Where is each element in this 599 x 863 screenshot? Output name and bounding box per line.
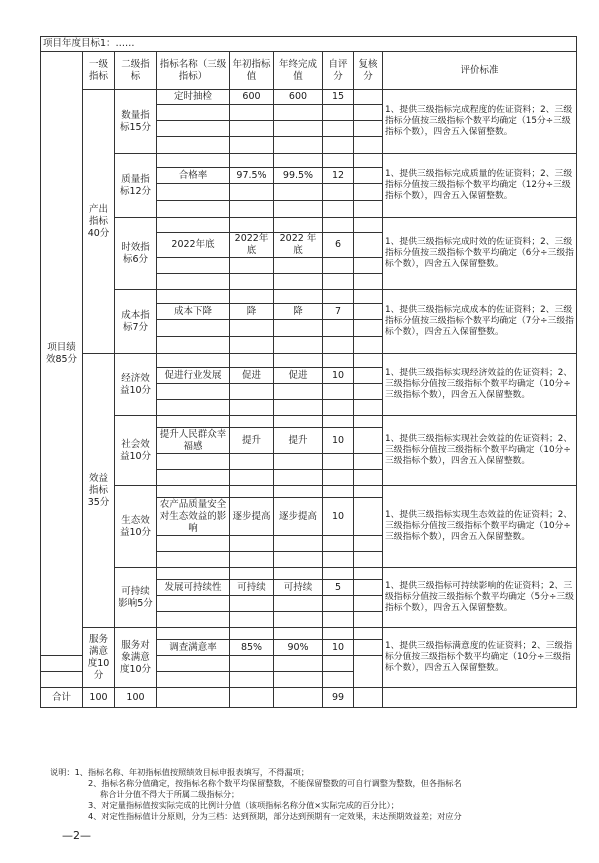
criteria-quantity: 1、提供三级指标完成程度的佐证资料；2、三级指标分值按三级指标个数平均确定（15分÷三级指标个数），四舍五入保留整数。: [383, 90, 577, 154]
l2-sustainable: 可持续影响5分: [115, 568, 157, 628]
end-value: 2022 年底: [274, 233, 323, 258]
self-score: 7: [323, 304, 354, 320]
review-score: [354, 233, 383, 258]
header-cell: 指标名称（三级指标）: [157, 52, 230, 90]
review-score: [354, 428, 383, 454]
l2-ecological: 生态效益10分: [115, 486, 157, 568]
start-value: 促进: [230, 368, 274, 384]
self-score: 10: [323, 498, 354, 536]
self-score: 6: [323, 233, 354, 258]
l2-target: 服务对象满意度10分: [115, 628, 157, 688]
self-score: 5: [323, 580, 354, 596]
review-score: [354, 580, 383, 596]
header-cell: 评价标准: [383, 52, 577, 90]
header-cell: 二级指标: [115, 52, 157, 90]
total-score: 99: [323, 688, 354, 708]
total-l1: 100: [83, 688, 115, 708]
self-score: 15: [323, 90, 354, 105]
end-value: 逐步提高: [274, 498, 323, 536]
l2-social: 社会效益10分: [115, 416, 157, 486]
start-value: 85%: [230, 640, 274, 656]
l3-name: 合格率: [157, 168, 230, 184]
criteria-sustainable: 1、提供三级指标可持续影响的佐证资料；2、三级指标分值按三级指标个数平均确定（5分÷三级指标个数），四舍五入保留整数。: [383, 568, 577, 628]
note-line: 称合计分值不得大于所属二级指标分；: [100, 789, 240, 799]
start-value: 2022年底: [230, 233, 274, 258]
header-cell: 一级指标: [83, 52, 115, 90]
start-value: 600: [230, 90, 274, 105]
total-label: 合计: [41, 688, 83, 708]
criteria-economic: 1、提供三级指标实现经济效益的佐证资料；2、三级指标分值按三级指标个数平均确定（10分÷三级指标个数），四舍五入保留整数。: [383, 354, 577, 416]
end-value: 降: [274, 304, 323, 320]
note-line: 4、对定性指标值计分原则，分为三档：达到预期，部分达到预期有一定效果，未达预期效益差；对应分: [88, 811, 462, 821]
page-number: —2—: [62, 829, 91, 842]
criteria-social: 1、提供三级指标实现社会效益的佐证资料；2、三级指标分值按三级指标个数平均确定（10分÷三级指标个数），四舍五入保留整数。: [383, 416, 577, 486]
l2-economic: 经济效益10分: [115, 354, 157, 416]
l2-quantity: 数量指标15分: [115, 90, 157, 154]
page-title: 项目年度目标1：……: [41, 37, 577, 52]
start-value: 逐步提高: [230, 498, 274, 536]
review-score: [354, 640, 383, 656]
l3-name: 农产品质量安全对生态效益的影响: [157, 498, 230, 536]
criteria-cost: 1、提供三级指标完成成本的佐证资料；2、三级指标分值按三级指标个数平均确定（7分÷三级指标个数），四舍五入保留整数。: [383, 290, 577, 354]
review-score: [354, 168, 383, 184]
end-value: 90%: [274, 640, 323, 656]
end-value: 99.5%: [274, 168, 323, 184]
self-score: 12: [323, 168, 354, 184]
self-score: 10: [323, 428, 354, 454]
note-line: 3、对定量指标值按实际完成的比例计分值（该项指标名称分值×实际完成的百分比）；: [88, 800, 399, 810]
l2-timeliness: 时效指标6分: [115, 218, 157, 290]
criteria-timeliness: 1、提供三级指标完成时效的佐证资料；2、三级指标分值按三级指标个数平均确定（6分÷三级指标个数），四舍五入保留整数。: [383, 218, 577, 290]
header-cell: 复核分: [354, 52, 383, 90]
l3-name: 调查满意率: [157, 640, 230, 656]
criteria-ecological: 1、提供三级指标实现生态效益的佐证资料；2、三级指标分值按三级指标个数平均确定（10分÷三级指标个数），四舍五入保留整数。: [383, 486, 577, 568]
l2-cost: 成本指标7分: [115, 290, 157, 354]
review-score: [354, 498, 383, 536]
l3-name: 提升人民群众幸福感: [157, 428, 230, 454]
project-cell: 项目绩效85分: [41, 52, 83, 656]
note-line: 说明：1、指标名称、年初指标值按照绩效目标申报表填写，不得漏项；: [50, 767, 310, 777]
total-l2: 100: [115, 688, 157, 708]
start-value: 可持续: [230, 580, 274, 596]
l1-satisfaction: 服务满意度10分: [83, 628, 115, 688]
header-cell: 年初指标值: [230, 52, 274, 90]
self-score: 10: [323, 640, 354, 656]
notes: [50, 767, 570, 822]
end-value: 可持续: [274, 580, 323, 596]
l3-name: 发展可持续性: [157, 580, 230, 596]
l1-output: 产出指标40分: [83, 90, 115, 354]
l2-quality: 质量指标12分: [115, 154, 157, 218]
review-score: [354, 304, 383, 320]
end-value: 促进: [274, 368, 323, 384]
header-cell: 自评分: [323, 52, 354, 90]
end-value: 提升: [274, 428, 323, 454]
end-value: 600: [274, 90, 323, 105]
l3-name: 促进行业发展: [157, 368, 230, 384]
self-score: 10: [323, 368, 354, 384]
header-cell: 年终完成值: [274, 52, 323, 90]
note-line: 2、指标名称分值确定，按指标名称个数平均保留整数，不能保留整数的可自行调整为整数，但各指标名: [88, 778, 462, 788]
l3-name: 定时抽检: [157, 90, 230, 105]
l3-name: 成本下降: [157, 304, 230, 320]
start-value: 降: [230, 304, 274, 320]
start-value: 提升: [230, 428, 274, 454]
l1-benefit: 效益指标35分: [83, 354, 115, 628]
evaluation-table: [40, 36, 577, 708]
review-score: [354, 90, 383, 105]
review-score: [354, 368, 383, 384]
criteria-quality: 1、提供三级指标完成质量的佐证资料；2、三级指标分值按三级指标个数平均确定（12分÷三级指标个数），四舍五入保留整数。: [383, 154, 577, 218]
l3-name: 2022年底: [157, 233, 230, 258]
start-value: 97.5%: [230, 168, 274, 184]
criteria-target: 1、提供三级指标满意度的佐证资料；2、三级指标分值按三级指标个数平均确定（10分÷三级指标个数），四舍五入保留整数。: [383, 628, 577, 688]
